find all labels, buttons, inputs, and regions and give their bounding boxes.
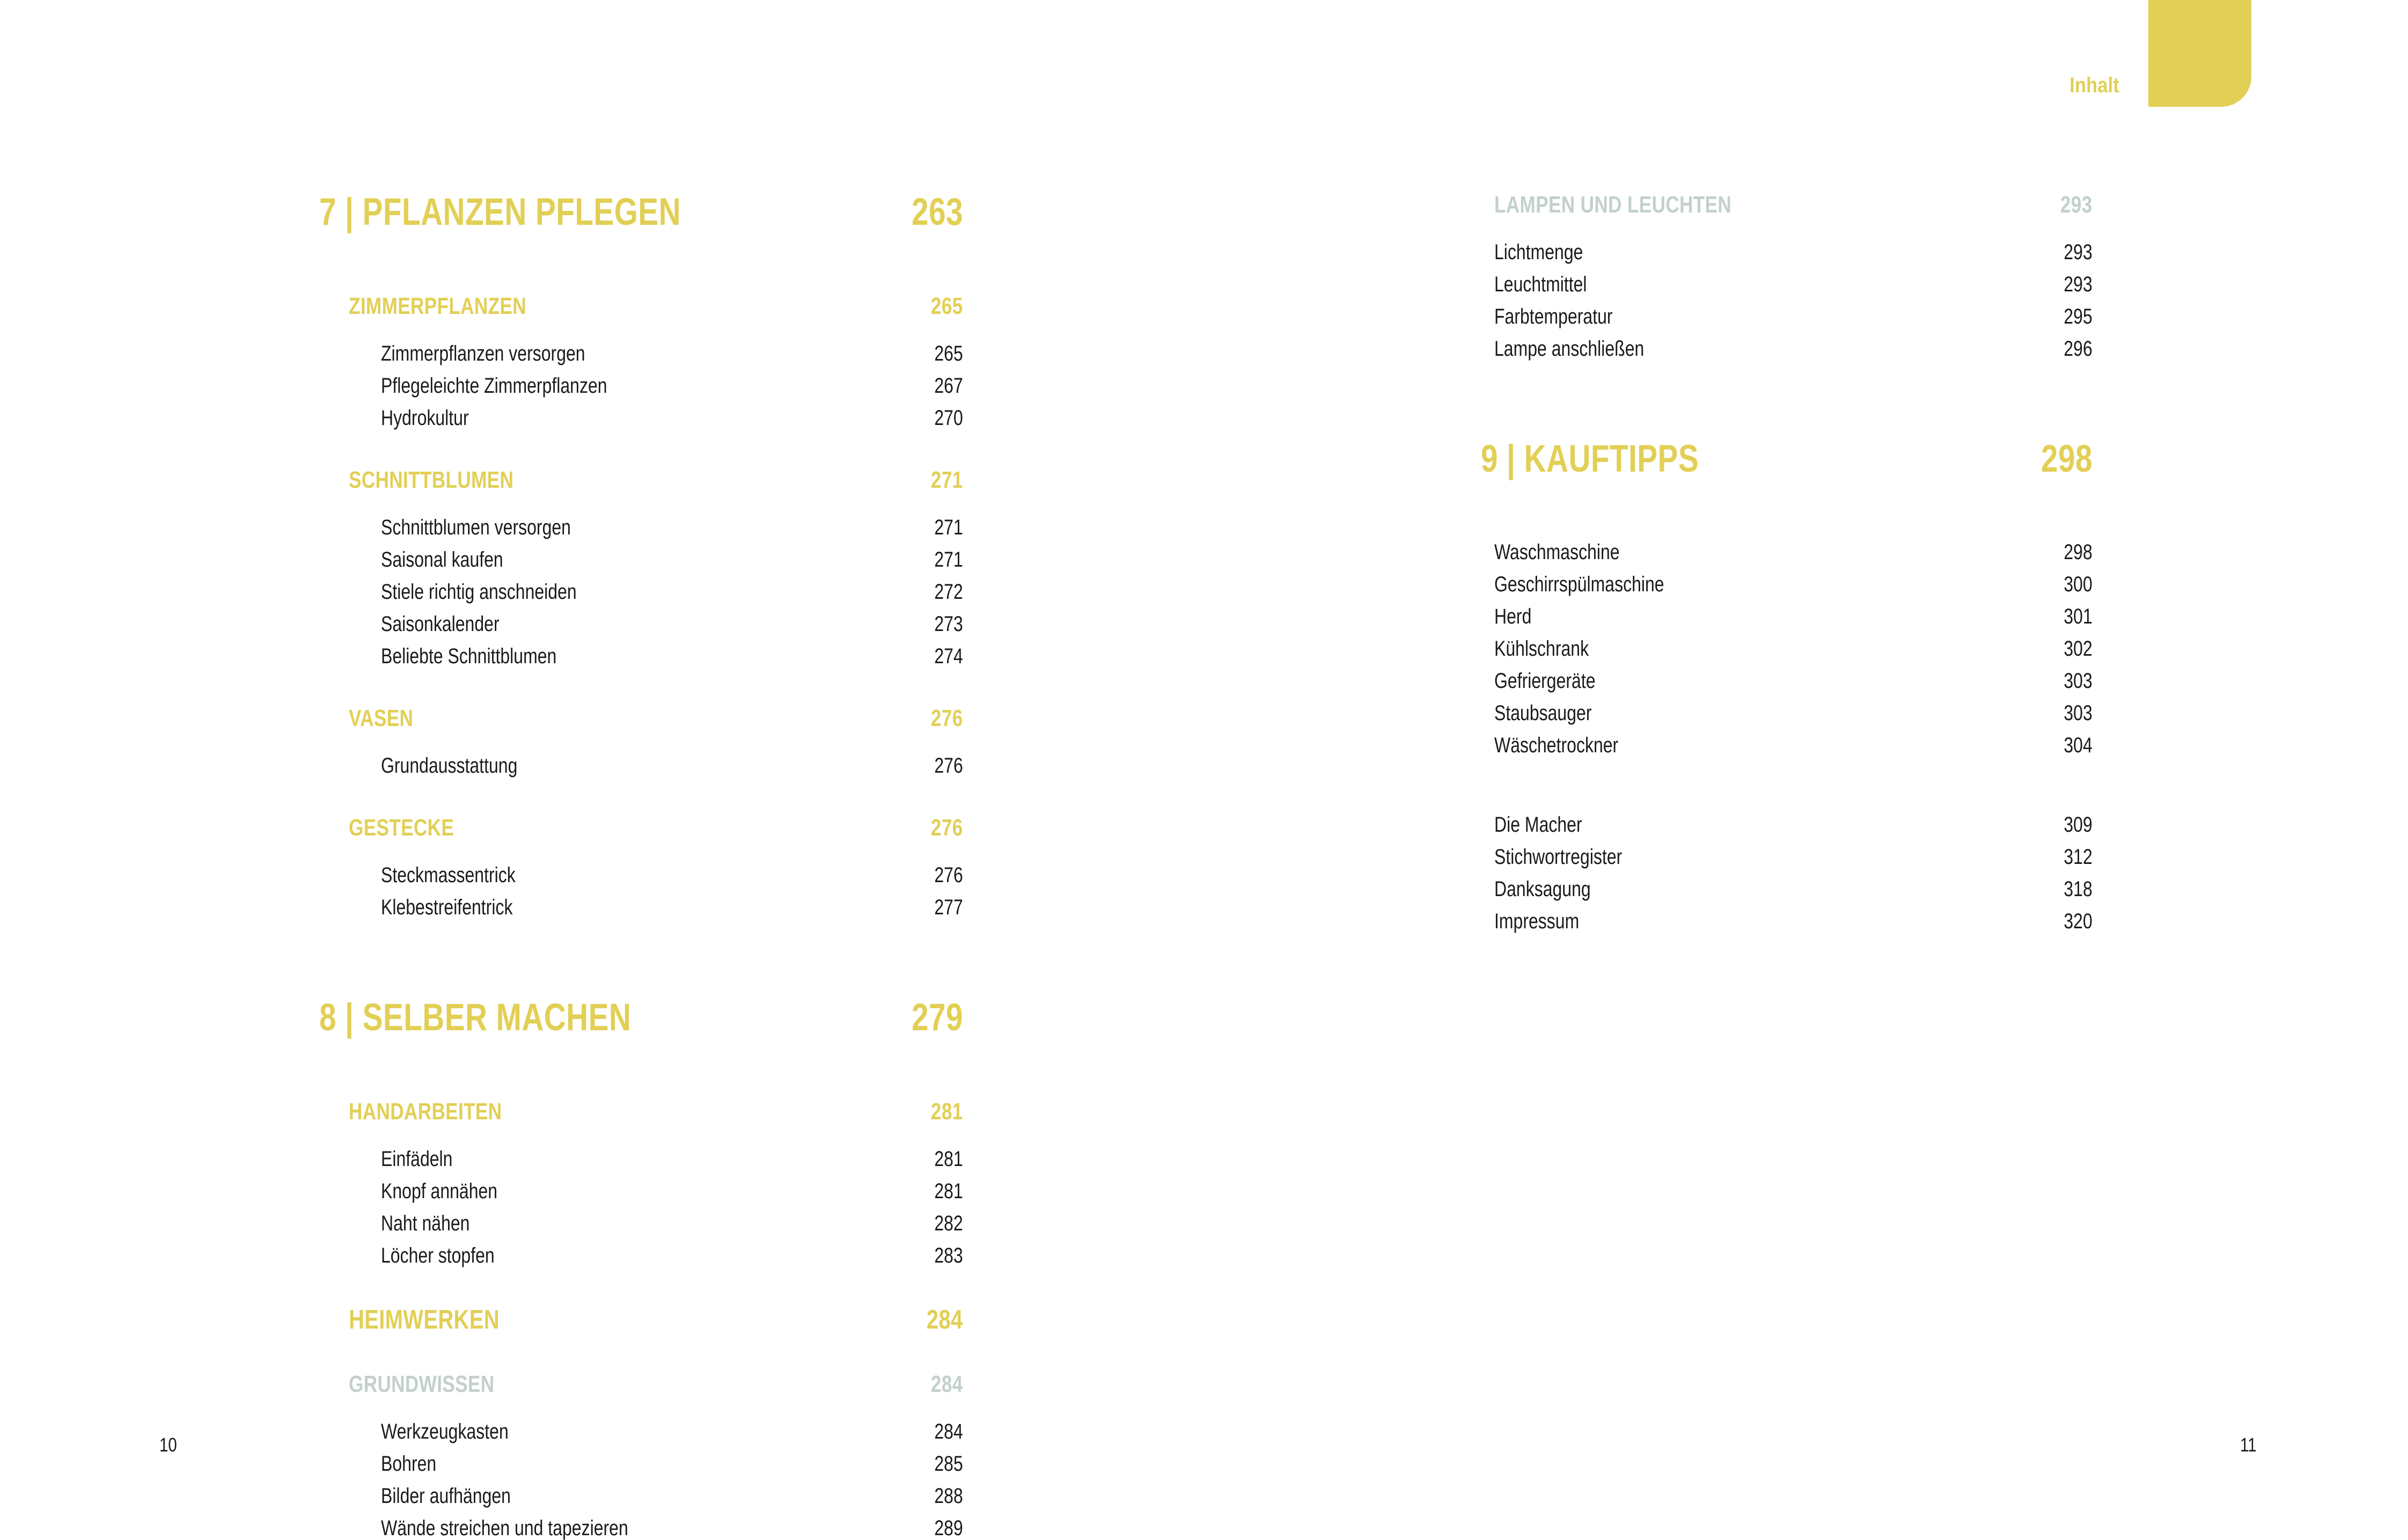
toc-entry[interactable] <box>319 517 963 538</box>
chapter-heading-8-page: 279 <box>912 996 963 1039</box>
toc-entry[interactable] <box>319 343 963 364</box>
section-heading-gestecke[interactable] <box>319 816 963 840</box>
toc-entry-page: 300 <box>2064 573 2093 596</box>
toc-entry-label: Saisonkalender <box>381 612 500 636</box>
section-heading-grundwissen[interactable] <box>319 1373 963 1396</box>
toc-entry-label: Beliebte Schnittblumen <box>381 644 557 668</box>
toc-entry[interactable] <box>319 1213 963 1234</box>
toc-entry-page: 277 <box>934 896 963 919</box>
toc-entry-label: Löcher stopfen <box>381 1244 495 1267</box>
spacer <box>319 429 963 468</box>
spacer <box>319 603 963 613</box>
chapter-heading-7-label: 7 | PFLANZEN PFLEGEN <box>319 191 681 233</box>
toc-entry[interactable] <box>319 1148 963 1170</box>
spacer <box>1481 868 2093 878</box>
section-heading-handarbeiten-label: HANDARBEITEN <box>349 1098 502 1125</box>
toc-entry-label: Staubsauger <box>1494 701 1592 725</box>
toc-entry[interactable] <box>319 755 963 776</box>
toc-entry-page: 285 <box>934 1452 963 1476</box>
toc-entry-label: Danksagung <box>1494 877 1591 901</box>
section-heading-heimwerken-label: HEIMWERKEN <box>349 1304 500 1334</box>
toc-entry-page: 288 <box>934 1484 963 1508</box>
spacer <box>1481 835 2093 846</box>
toc-entry-label: Herd <box>1494 605 1532 628</box>
spacer <box>319 1124 963 1148</box>
spacer <box>1481 483 2093 541</box>
spacer <box>319 635 963 646</box>
toc-entry[interactable] <box>1481 911 2093 932</box>
spacer <box>1481 595 2093 606</box>
toc-entry-page: 284 <box>934 1420 963 1443</box>
spacer <box>1481 627 2093 638</box>
section-heading-gestecke-label: GESTECKE <box>349 815 454 841</box>
toc-entry-label: Knopf annähen <box>381 1179 498 1203</box>
toc-entry-page: 267 <box>934 374 963 398</box>
toc-entry-page: 320 <box>2064 910 2093 933</box>
spacer <box>1481 900 2093 911</box>
toc-entry[interactable] <box>319 1421 963 1442</box>
spacer <box>1481 724 2093 735</box>
section-heading-vasen-page: 276 <box>931 705 963 731</box>
spacer <box>1481 563 2093 574</box>
toc-entry-page: 304 <box>2064 734 2093 757</box>
toc-entry-label: Bilder aufhängen <box>381 1484 511 1508</box>
toc-entry-label: Gefriergeräte <box>1494 669 1596 693</box>
section-heading-schnittblumen-label: SCHNITTBLUMEN <box>349 467 514 493</box>
toc-entry-page: 281 <box>934 1179 963 1203</box>
toc-entry-label: Geschirrspülmaschine <box>1494 573 1664 596</box>
toc-entry[interactable] <box>319 864 963 886</box>
toc-left-column <box>319 193 963 1539</box>
spacer <box>319 1234 963 1245</box>
toc-entry-label: Einfädeln <box>381 1147 453 1171</box>
toc-entry[interactable] <box>1481 574 2093 595</box>
spacer <box>319 1442 963 1453</box>
section-heading-grundwissen-page: 284 <box>931 1371 963 1397</box>
toc-entry[interactable] <box>319 1180 963 1202</box>
toc-entry-label: Saisonal kaufen <box>381 548 503 571</box>
folio-right: 11 <box>2240 1434 2257 1456</box>
toc-entry-label: Lichtmenge <box>1494 240 1583 264</box>
toc-entry-page: 295 <box>2064 305 2093 328</box>
spacer <box>319 776 963 816</box>
spacer <box>1481 659 2093 670</box>
toc-entry-label: Impressum <box>1494 910 1580 933</box>
section-heading-heimwerken[interactable] <box>319 1306 963 1333</box>
toc-entry-page: 296 <box>2064 337 2093 361</box>
spacer <box>319 538 963 549</box>
toc-entry-page: 276 <box>934 754 963 778</box>
spacer <box>319 364 963 375</box>
section-heading-grundwissen-label: GRUNDWISSEN <box>349 1371 495 1397</box>
toc-entry[interactable] <box>1481 306 2093 327</box>
spacer <box>1481 263 2093 274</box>
toc-entry[interactable] <box>1481 338 2093 360</box>
toc-entry-page: 302 <box>2064 637 2093 661</box>
toc-entry-label: Klebestreifentrick <box>381 896 513 919</box>
toc-entry-page: 309 <box>2064 813 2093 837</box>
spacer <box>319 1202 963 1213</box>
toc-entry-label: Kühlschrank <box>1494 637 1589 661</box>
toc-entry-page: 293 <box>2064 240 2093 264</box>
spacer <box>319 840 963 864</box>
section-heading-zimmerpflanzen-page: 265 <box>931 293 963 319</box>
toc-entry[interactable] <box>319 375 963 397</box>
section-heading-handarbeiten[interactable] <box>319 1100 963 1124</box>
toc-entry-page: 303 <box>2064 701 2093 725</box>
toc-entry[interactable] <box>1481 638 2093 659</box>
toc-entry-page: 272 <box>934 580 963 604</box>
toc-entry[interactable] <box>319 1245 963 1266</box>
toc-entry-label: Zimmerpflanzen versorgen <box>381 342 585 365</box>
toc-entry-label: Pflegeleichte Zimmerpflanzen <box>381 374 607 398</box>
toc-entry-page: 298 <box>2064 540 2093 564</box>
section-heading-lampen-und-leuchten-page: 293 <box>2060 192 2093 218</box>
toc-entry-label: Grundausstattung <box>381 754 518 778</box>
spacer <box>319 1042 963 1100</box>
chapter-heading-8-label: 8 | SELBER MACHEN <box>319 996 632 1039</box>
section-heading-schnittblumen[interactable] <box>319 468 963 492</box>
toc-entry-label: Lampe anschließen <box>1494 337 1645 361</box>
section-heading-gestecke-page: 276 <box>931 815 963 841</box>
section-heading-lampen-und-leuchten[interactable] <box>1481 193 2093 217</box>
spacer <box>319 492 963 517</box>
spacer <box>1481 217 2093 241</box>
chapter-heading-9-label: 9 | KAUFTIPPS <box>1481 438 1699 480</box>
chapter-heading-9[interactable] <box>1481 440 2093 478</box>
section-heading-handarbeiten-page: 281 <box>931 1098 963 1125</box>
toc-entry[interactable] <box>1481 814 2093 835</box>
toc-entry-page: 282 <box>934 1212 963 1235</box>
spacer <box>319 397 963 407</box>
toc-entry-label: Hydrokultur <box>381 406 469 430</box>
toc-entry[interactable] <box>319 549 963 570</box>
spacer <box>319 1396 963 1421</box>
spacer <box>319 1333 963 1373</box>
spacer <box>319 570 963 581</box>
spacer <box>1481 692 2093 702</box>
toc-entry-page: 274 <box>934 644 963 668</box>
spacer <box>319 918 963 999</box>
spacer <box>1481 360 2093 440</box>
section-heading-lampen-und-leuchten-label: LAMPEN UND LEUCHTEN <box>1494 192 1732 218</box>
section-heading-vasen-label: VASEN <box>349 705 414 731</box>
chapter-heading-9-page: 298 <box>2041 438 2093 480</box>
spacer <box>319 886 963 897</box>
toc-entry-label: Leuchtmittel <box>1494 273 1587 296</box>
toc-entry-page: 276 <box>934 863 963 887</box>
spacer <box>319 1170 963 1180</box>
toc-entry-page: 303 <box>2064 669 2093 693</box>
chapter-heading-7-page: 263 <box>912 191 963 233</box>
toc-entry[interactable] <box>319 646 963 667</box>
chapter-tab-marker <box>2148 0 2251 107</box>
toc-entry-label: Werkzeugkasten <box>381 1420 509 1443</box>
spacer <box>319 730 963 755</box>
toc-entry[interactable] <box>1481 670 2093 692</box>
folio-left: 10 <box>159 1434 177 1456</box>
toc-entry[interactable] <box>1481 735 2093 756</box>
toc-entry-page: 273 <box>934 612 963 636</box>
chapter-heading-8[interactable] <box>319 996 963 1039</box>
toc-entry-page: 289 <box>934 1516 963 1540</box>
toc-entry-page: 271 <box>934 548 963 571</box>
toc-entry-label: Naht nähen <box>381 1212 470 1235</box>
toc-entry[interactable] <box>1481 274 2093 295</box>
section-heading-schnittblumen-page: 271 <box>931 467 963 493</box>
toc-entry-page: 318 <box>2064 877 2093 901</box>
toc-entry-label: Steckmassentrick <box>381 863 516 887</box>
toc-entry[interactable] <box>319 897 963 918</box>
section-heading-vasen[interactable] <box>319 707 963 730</box>
spacer <box>1481 295 2093 306</box>
toc-entry[interactable] <box>1481 878 2093 900</box>
spacer <box>319 1266 963 1306</box>
toc-entry-label: Wände streichen und tapezieren <box>381 1516 628 1540</box>
spacer <box>319 318 963 343</box>
toc-entry-page: 270 <box>934 406 963 430</box>
toc-entry-page: 271 <box>934 516 963 539</box>
toc-entry-label: Die Macher <box>1494 813 1582 837</box>
toc-entry[interactable] <box>319 1453 963 1475</box>
spacer <box>1481 327 2093 338</box>
toc-entry-label: Schnittblumen versorgen <box>381 516 571 539</box>
toc-entry[interactable] <box>319 407 963 429</box>
toc-right-column <box>1481 193 2093 932</box>
toc-entry-label: Stichwortregister <box>1494 845 1623 869</box>
toc-entry-page: 293 <box>2064 273 2093 296</box>
toc-entry-page: 283 <box>934 1244 963 1267</box>
toc-entry[interactable] <box>1481 541 2093 563</box>
section-heading-heimwerken-page: 284 <box>927 1304 963 1334</box>
toc-entry-page: 312 <box>2064 845 2093 869</box>
toc-entry[interactable] <box>1481 606 2093 627</box>
toc-entry-page: 301 <box>2064 605 2093 628</box>
section-heading-zimmerpflanzen[interactable] <box>319 295 963 318</box>
toc-entry[interactable] <box>1481 702 2093 724</box>
toc-entry-label: Waschmaschine <box>1494 540 1620 564</box>
toc-entry[interactable] <box>319 613 963 635</box>
toc-entry-page: 265 <box>934 342 963 365</box>
toc-entry-label: Bohren <box>381 1452 437 1476</box>
running-head: Inhalt <box>2069 74 2119 97</box>
toc-entry-label: Stiele richtig anschneiden <box>381 580 577 604</box>
chapter-heading-7[interactable] <box>319 193 963 231</box>
toc-entry[interactable] <box>319 581 963 603</box>
toc-entry[interactable] <box>1481 241 2093 263</box>
toc-entry-page: 281 <box>934 1147 963 1171</box>
section-heading-zimmerpflanzen-label: ZIMMERPFLANZEN <box>349 293 527 319</box>
toc-entry-label: Farbtemperatur <box>1494 305 1613 328</box>
spacer <box>319 1475 963 1485</box>
toc-entry-label: Wäschetrockner <box>1494 734 1619 757</box>
toc-entry[interactable] <box>319 1485 963 1507</box>
spacer <box>319 667 963 707</box>
spacer <box>319 1507 963 1517</box>
toc-entry[interactable] <box>1481 846 2093 868</box>
toc-entry[interactable] <box>319 1517 963 1539</box>
spacer <box>1481 756 2093 814</box>
spacer <box>319 237 963 295</box>
